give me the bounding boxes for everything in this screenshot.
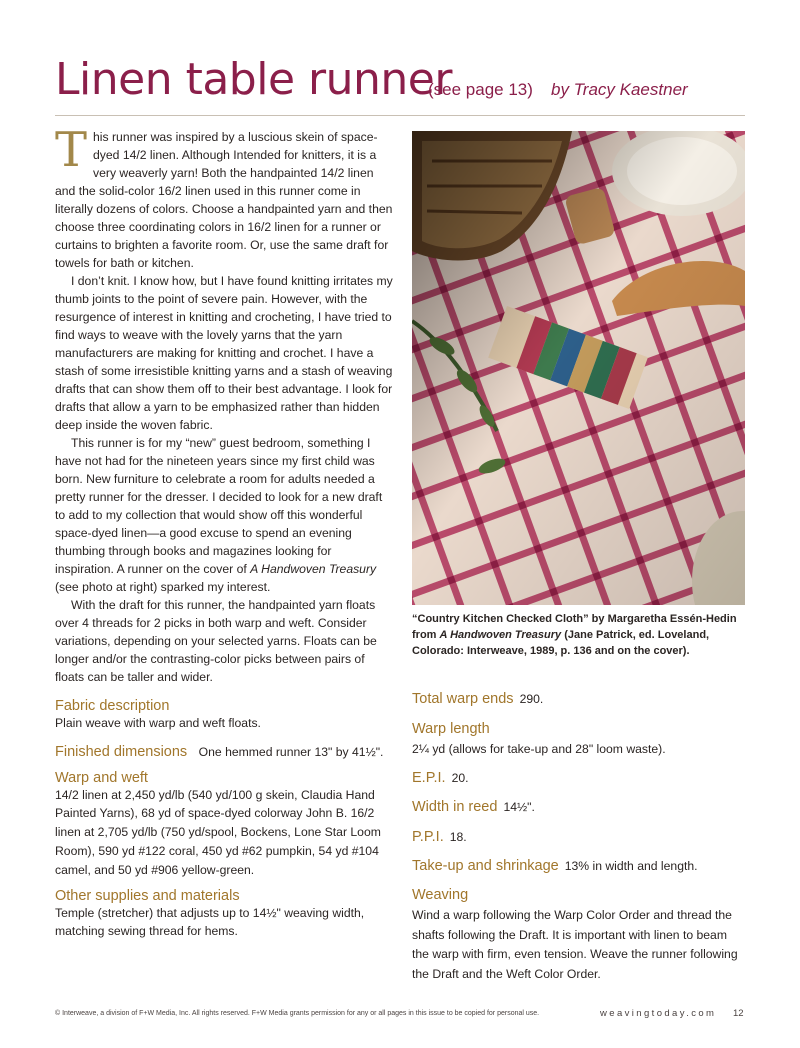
warp-weft-body: 14/2 linen at 2,450 yd/lb (540 yd/100 g skein, Claudia Hand Painted Yarns), 68 yd of space-dyed colorway John B. 16/2 linen at 2,705 yd/lb (750 yd/spool, Bockens, Lone Star Loom Room), 590 yd #122 coral, 450 yd #62 pumpkin, 54 yd #104 camel, and 50 yd #906 yellow-green. (55, 787, 381, 877)
weaving-body: Wind a warp following the Warp Color Order and thread the shafts following the Draft. It is important with linen to beam the warp with firm, even tension. Weave the runner following the Draft and the Weft Color Order. (412, 908, 738, 981)
width-in-reed-value: 14½". (503, 800, 535, 814)
other-supplies-body: Temple (stretcher) that adjusts up to 14½" weaving width, matching sewing thread for hems. (55, 905, 365, 939)
book-title-italic: A Handwoven Treasury (250, 562, 377, 576)
caption-book-title: A Handwoven Treasury (439, 629, 562, 641)
width-in-reed-label: Width in reed (412, 799, 498, 815)
ppi (412, 828, 467, 846)
intro-paragraph-3 (55, 434, 393, 596)
intro-p3-text-a: This runner is for my “new” guest bedroom, something I have not had for the nineteen years since my first child was born. New furniture to celebrate a room for adults needed a pretty runner for the dresser. I decided to look for a new draft to add to my collection that would show off this wonderful space-dyed linen—a good excuse to spend an evening thumbing through books and magazines looking for inspiration. A runner on the cover of (55, 436, 383, 576)
weaving-heading (412, 886, 468, 904)
title-divider (55, 115, 745, 116)
epi-value: 20. (451, 771, 469, 785)
title-page-ref: (see page 13) (428, 80, 533, 99)
footer-copyright: © Interweave, a division of F+W Media, Inc. All rights reserved. F+W Media grants permission for any or all pages in this issue to be copied for personal use. (55, 1010, 540, 1017)
ppi-label: P.P.I. (412, 829, 444, 845)
intro-paragraph-2: I don’t knit. I know how, but I have found knitting irritates my thumb joints to the point of severe pain. However, with the resurgence of interest in knitting and crocheting, I have tried to find ways to weave with the lovely yarns that the yarn manufacturers are making for knitting and crochet. I have a stash of some irresistible knitting yarns and a stash of weaving drafts that can show them off to their best advantage. I look for drafts that allow a yarn to be emphasized rather than hidden deep inside the woven fabric. (55, 274, 393, 432)
total-warp-ends-label: Total warp ends (412, 691, 514, 707)
intro-paragraph-4: With the draft for this runner, the handpainted yarn floats over 4 threads for 2 picks in both warp and weft. Consider variations, depending on your selected yarns. Floats can be longer and/or the contrasting-color picks between pairs of floats can be taller and wider. (55, 598, 377, 684)
intro-p1-text: his runner was inspired by a luscious skein of space-dyed 14/2 linen. Although Intended for knitters, it is a very weaverly yarn! Both the handpainted 14/2 linen and the solid-color 16/2 linen used in this runner come in literally dozens of colors. Choose a handpainted yarn and then choose three coordinating colors in 16/2 linen for a runner or curtains to brighten a favorite room. Or, use the same draft for towels for bath or kitchen. (55, 130, 393, 270)
finished-dimensions-heading: Finished dimensions (55, 743, 188, 760)
other-supplies-heading: Other supplies and materials (55, 887, 240, 904)
fabric-description-body: Plain weave with warp and weft floats. (55, 716, 261, 730)
total-warp-ends-value: 290. (519, 692, 544, 706)
left-column (55, 122, 393, 941)
width-in-reed (412, 798, 535, 816)
takeup-label: Take-up and shrinkage (412, 858, 559, 874)
photo-caption (412, 611, 752, 659)
page-number: 12 (733, 1008, 744, 1019)
warp-weft-heading: Warp and weft (55, 769, 148, 786)
takeup-shrinkage (412, 857, 698, 875)
epi-label: E.P.I. (412, 770, 446, 786)
finished-dimensions (55, 743, 393, 762)
fabric-description-heading: Fabric description (55, 698, 170, 714)
warp-length-heading (412, 720, 490, 738)
total-warp-ends (412, 690, 543, 708)
takeup-value: 13% in width and length. (564, 859, 698, 873)
epi (412, 769, 469, 787)
woven-cloth-photo (412, 131, 745, 605)
warp-length-label: Warp length (412, 721, 490, 737)
ppi-value: 18. (449, 830, 467, 844)
article-title (55, 54, 745, 110)
weaving-label: Weaving (412, 887, 469, 903)
intro-p3-text-b: (see photo at right) sparked my interest. (55, 580, 271, 594)
warp-length-body: 2¼ yd (allows for take-up and 28" loom waste). (412, 742, 666, 756)
intro-paragraph-1 (55, 122, 393, 272)
footer-site: weavingtoday.com (600, 1008, 717, 1019)
caption-text-b: (Jane Patrick, ed. Loveland, Colorado: Interweave, 1989, p. 136 and on the cover). (412, 629, 710, 657)
finished-dimensions-value: One hemmed runner 13" by 41½". (198, 744, 384, 759)
caption-text-a: “Country Kitchen Checked Cloth” by Margaretha Essén-Hedin from (412, 613, 737, 641)
title-main: Linen table runner (55, 54, 452, 105)
title-author: by Tracy Kaestner (551, 80, 688, 99)
drop-cap: T (55, 122, 88, 178)
